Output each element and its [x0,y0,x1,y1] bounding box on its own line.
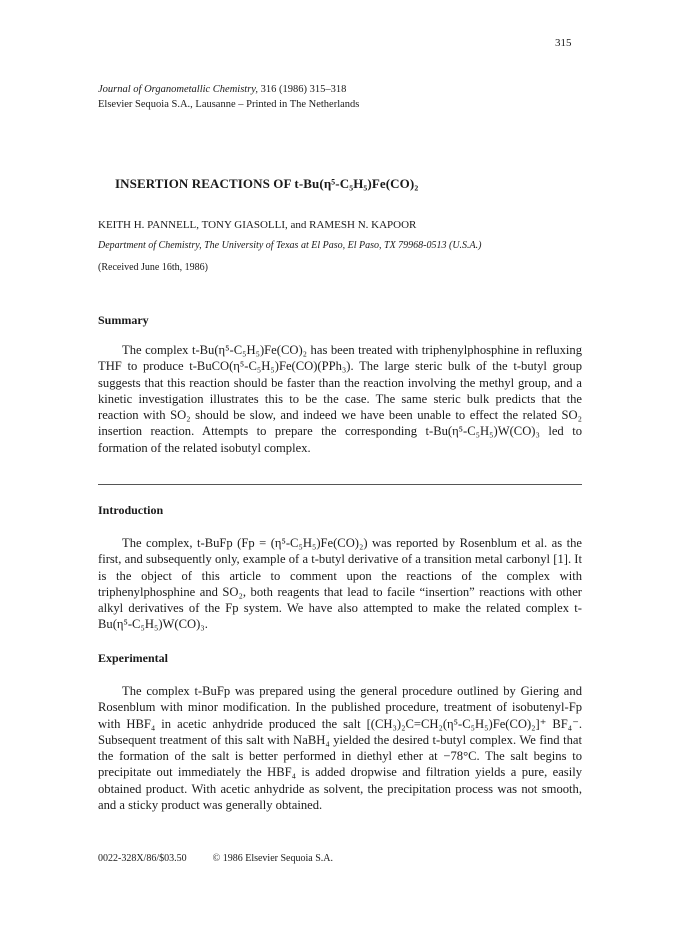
section-divider [98,484,582,485]
received-date: (Received June 16th, 1986) [98,262,208,273]
footer-code: 0022-328X/86/$03.50 [98,853,187,864]
journal-header [98,82,359,112]
page-number: 315 [555,37,572,49]
journal-citation: 316 (1986) 315–318 [258,84,347,95]
journal-publisher: Elsevier Sequoia S.A., Lausanne – Printed in The Netherlands [98,99,360,110]
footer-copyright: © 1986 Elsevier Sequoia S.A. [212,853,333,864]
summary-heading: Summary [98,313,149,327]
affiliation: Department of Chemistry, The University of Texas at El Paso, El Paso, TX 79968-0513 (U.S.A.) [98,240,482,251]
journal-citation-line [98,82,359,97]
footer [98,853,333,864]
author-list: KEITH H. PANNELL, TONY GIASOLLI, and RAMESH N. KAPOOR [98,219,417,231]
summary-paragraph: The complex t-Bu(η⁵-C₅H₅)Fe(CO)₂ has been treated with triphenylphosphine in refluxing THF to produce t-BuCO(η⁵-C₅H₅)Fe(CO)(PPh₃). The large steric bulk of the t-butyl group suggests that this reaction should be faster than the reaction involving the methyl group, and a kinetic investigation illustrates this to be the case. The same steric bulk predicts that the reaction with SO₂ should be slow, and indeed we have been unable to effect the related SO₂ insertion reaction. Attempts to prepare the corresponding t-Bu(η⁵-C₅H₅)W(CO)₃ led to formation of the related isobutyl complex. [98,343,582,455]
paper-title: INSERTION REACTIONS OF t-Bu(η⁵-C₅H₅)Fe(CO)₂ [115,176,419,191]
introduction-paragraph: The complex, t-BuFp (Fp = (η⁵-C₅H₅)Fe(CO)₂) was reported by Rosenblum et al. as the first, and subsequently only, example of a t-butyl derivative of a transition metal carbonyl [1]. It is the object of this article to comment upon the reactions of the complex with triphenylphosphine and SO₂, both reagents that lead to facile “insertion” reactions with other alkyl derivatives of the Fp system. We have also attempted to make the related complex t-Bu(η⁵-C₅H₅)W(CO)₃. [98,536,582,632]
introduction-heading: Introduction [98,503,164,517]
journal-name: Journal of Organometallic Chemistry, [98,84,259,95]
experimental-paragraph: The complex t-BuFp was prepared using the general procedure outlined by Giering and Rosenblum with minor modification. In the published procedure, treatment of isobutenyl-Fp with HBF₄ in acetic anhydride produced the salt [(CH₃)₂C=CH₂(η⁵-C₅H₅)Fe(CO)₂]⁺ BF₄⁻. Subsequent treatment of this salt with NaBH₄ yielded the desired t-butyl complex. We find that the formation of the salt is better performed in diethyl ether at −78°C. The salt begins to precipitate out immediately the HBF₄ is added dropwise and filtration yields a pure, easily obtained product. With acetic anhydride as solvent, the precipitation process was not smooth, and a sticky product was generally obtained. [98,684,582,813]
experimental-heading: Experimental [98,651,168,665]
